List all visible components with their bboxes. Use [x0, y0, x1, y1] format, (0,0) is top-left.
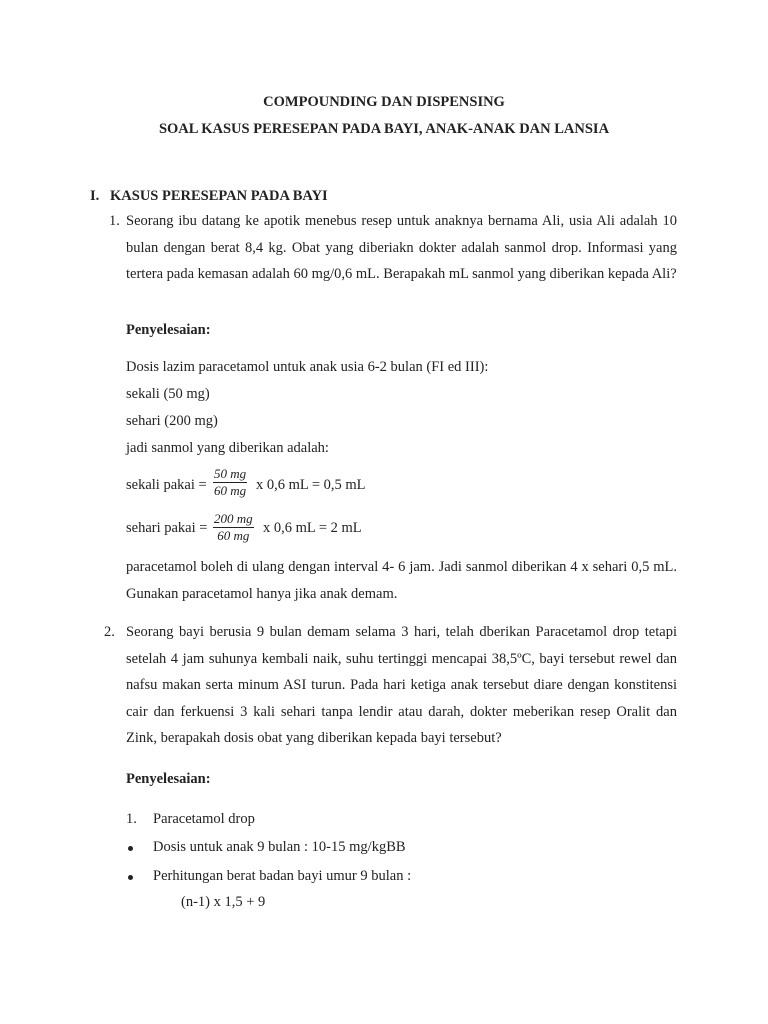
document-subtitle: SOAL KASUS PERESEPAN PADA BAYI, ANAK-ANAK DAN LANSIA: [158, 121, 610, 137]
document-title: COMPOUNDING DAN DISPENSING: [263, 94, 505, 110]
dosis-line: Dosis lazim paracetamol untuk anak usia 6-2 bulan (FI ed III):: [126, 359, 489, 375]
bullet-2-text: Perhitungan berat badan bayi umur 9 bulan :: [153, 868, 412, 884]
question-1-conclusion: paracetamol boleh di ulang dengan interval 4- 6 jam. Jadi sanmol diberikan 4 x sehari 0,5 mL. Gunakan paracetamol hanya jika anak demam.: [126, 559, 677, 602]
sub-item-title: Paracetamol drop: [153, 811, 255, 827]
calc-2-numerator: 200 mg: [214, 511, 253, 526]
calc-1-fraction: [213, 466, 247, 499]
question-1-text: Seorang ibu datang ke apotik menebus resep untuk anaknya bernama Ali, usia Ali adalah 10 bulan dengan berat 8,4 kg. Obat yang diberiakn dokter adalah sanmol drop. Informasi yang tertera pada kemasan adalah 60 mg/0,6 mL. Berapakah mL sanmol yang diberikan kepada Ali?: [126, 213, 677, 282]
calc-2-result: x 0,6 mL = 2 mL: [263, 520, 362, 536]
sekali-line: sekali (50 mg): [126, 386, 210, 402]
question-1-solution-label: Penyelesaian:: [126, 322, 211, 338]
calc-1-numerator: 50 mg: [214, 466, 247, 481]
calc-1-label: sekali pakai =: [126, 477, 207, 493]
calc-2-label: sehari pakai =: [126, 520, 208, 536]
sub-item-number: 1.: [126, 811, 137, 827]
sehari-line: sehari (200 mg): [126, 413, 218, 429]
calc-2-denominator: 60 mg: [213, 527, 254, 544]
jadi-line: jadi sanmol yang diberikan adalah:: [126, 440, 329, 456]
section-number: I.: [90, 188, 100, 204]
question-2-number: 2.: [104, 624, 115, 640]
question-2-text: Seorang bayi berusia 9 bulan demam selama 3 hari, telah dberikan Paracetamol drop tetapi setelah 4 jam suhunya kembali naik, suhu tertinggi mencapai 38,5ºC, bayi tersebut rewel dan nafsu makan serta minum ASI turun. Pada hari ketiga anak tersebut diare dengan konstitensi cair dan ferkuensi 3 kali sehari tanpa lendir atau darah, dokter meberikan resep Oralit dan Zink, berapakah dosis obat yang diberikan kepada bayi tersebut?: [126, 624, 677, 746]
calc-1-result: x 0,6 mL = 0,5 mL: [256, 477, 366, 493]
section-heading: KASUS PERESEPAN PADA BAYI: [110, 188, 328, 204]
bullet-icon: [128, 846, 133, 851]
calc-2-fraction: [213, 511, 254, 544]
calc-1-denominator: 60 mg: [214, 483, 247, 498]
bullet-1-text: Dosis untuk anak 9 bulan : 10-15 mg/kgBB: [153, 839, 406, 855]
bullet-icon: [128, 875, 133, 880]
question-1-number: 1.: [109, 213, 120, 229]
question-2-solution-label: Penyelesaian:: [126, 771, 211, 787]
formula-line: (n-1) x 1,5 + 9: [181, 894, 266, 910]
